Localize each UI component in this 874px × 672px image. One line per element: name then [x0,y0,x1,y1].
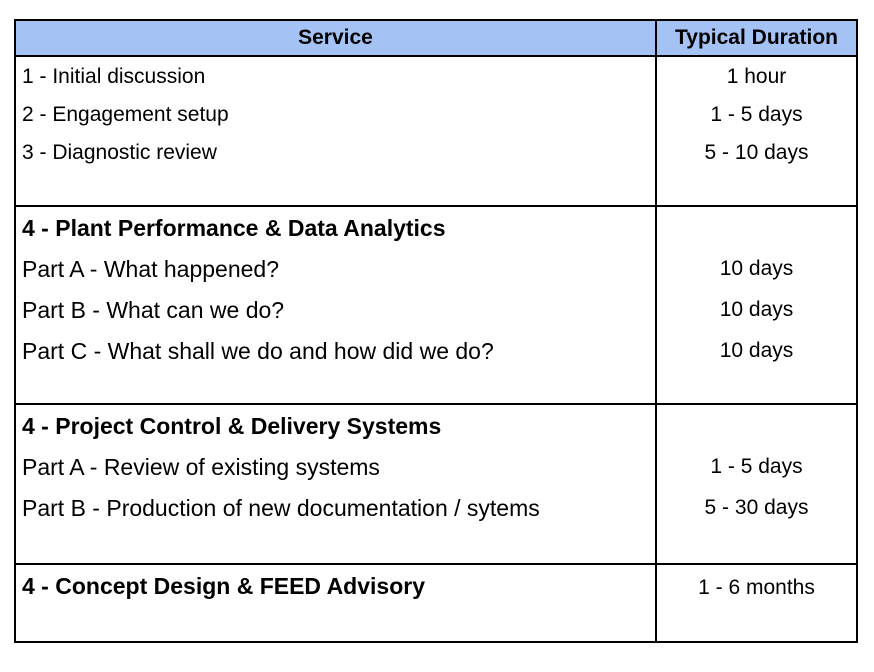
service-item: Part B - Production of new documentation / sytems [22,495,540,521]
duration-value: 10 days [719,339,794,362]
service-cell [15,564,656,642]
service-item: 3 - Diagnostic review [22,141,217,164]
service-group-heading: 4 - Project Control & Delivery Systems [22,413,442,439]
service-item: 1 - Initial discussion [22,65,206,88]
duration-value: 5 - 10 days [704,141,809,164]
duration-cell [656,404,857,564]
table-row-initial-services [15,56,857,206]
service-cell [15,206,656,404]
duration-value: 10 days [719,257,794,280]
service-item: 2 - Engagement setup [22,103,229,126]
duration-cell [656,56,857,206]
duration-cell [656,564,857,642]
duration-cell [656,206,857,404]
service-cell [15,56,656,206]
duration-value: 5 - 30 days [704,496,809,519]
service-cell [15,404,656,564]
duration-value: 1 - 5 days [710,103,803,126]
service-group-heading: 4 - Plant Performance & Data Analytics [22,215,446,241]
table-row-project-control [15,404,857,564]
duration-value: 1 hour [726,65,787,88]
service-column-header: Service [15,20,656,56]
table-row-plant-performance [15,206,857,404]
table-header-row [15,20,857,56]
duration-value: 1 - 6 months [698,576,815,599]
service-group-heading: 4 - Concept Design & FEED Advisory [22,573,425,599]
duration-value: 1 - 5 days [710,455,803,478]
duration-value: 10 days [719,298,794,321]
service-item: Part A - What happened? [22,256,280,282]
duration-column-header: Typical Duration [656,20,857,56]
service-duration-table [14,19,858,643]
table-row-concept-design [15,564,857,642]
service-item: Part B - What can we do? [22,297,285,323]
service-item: Part A - Review of existing systems [22,454,380,480]
service-item: Part C - What shall we do and how did we do? [22,338,494,364]
